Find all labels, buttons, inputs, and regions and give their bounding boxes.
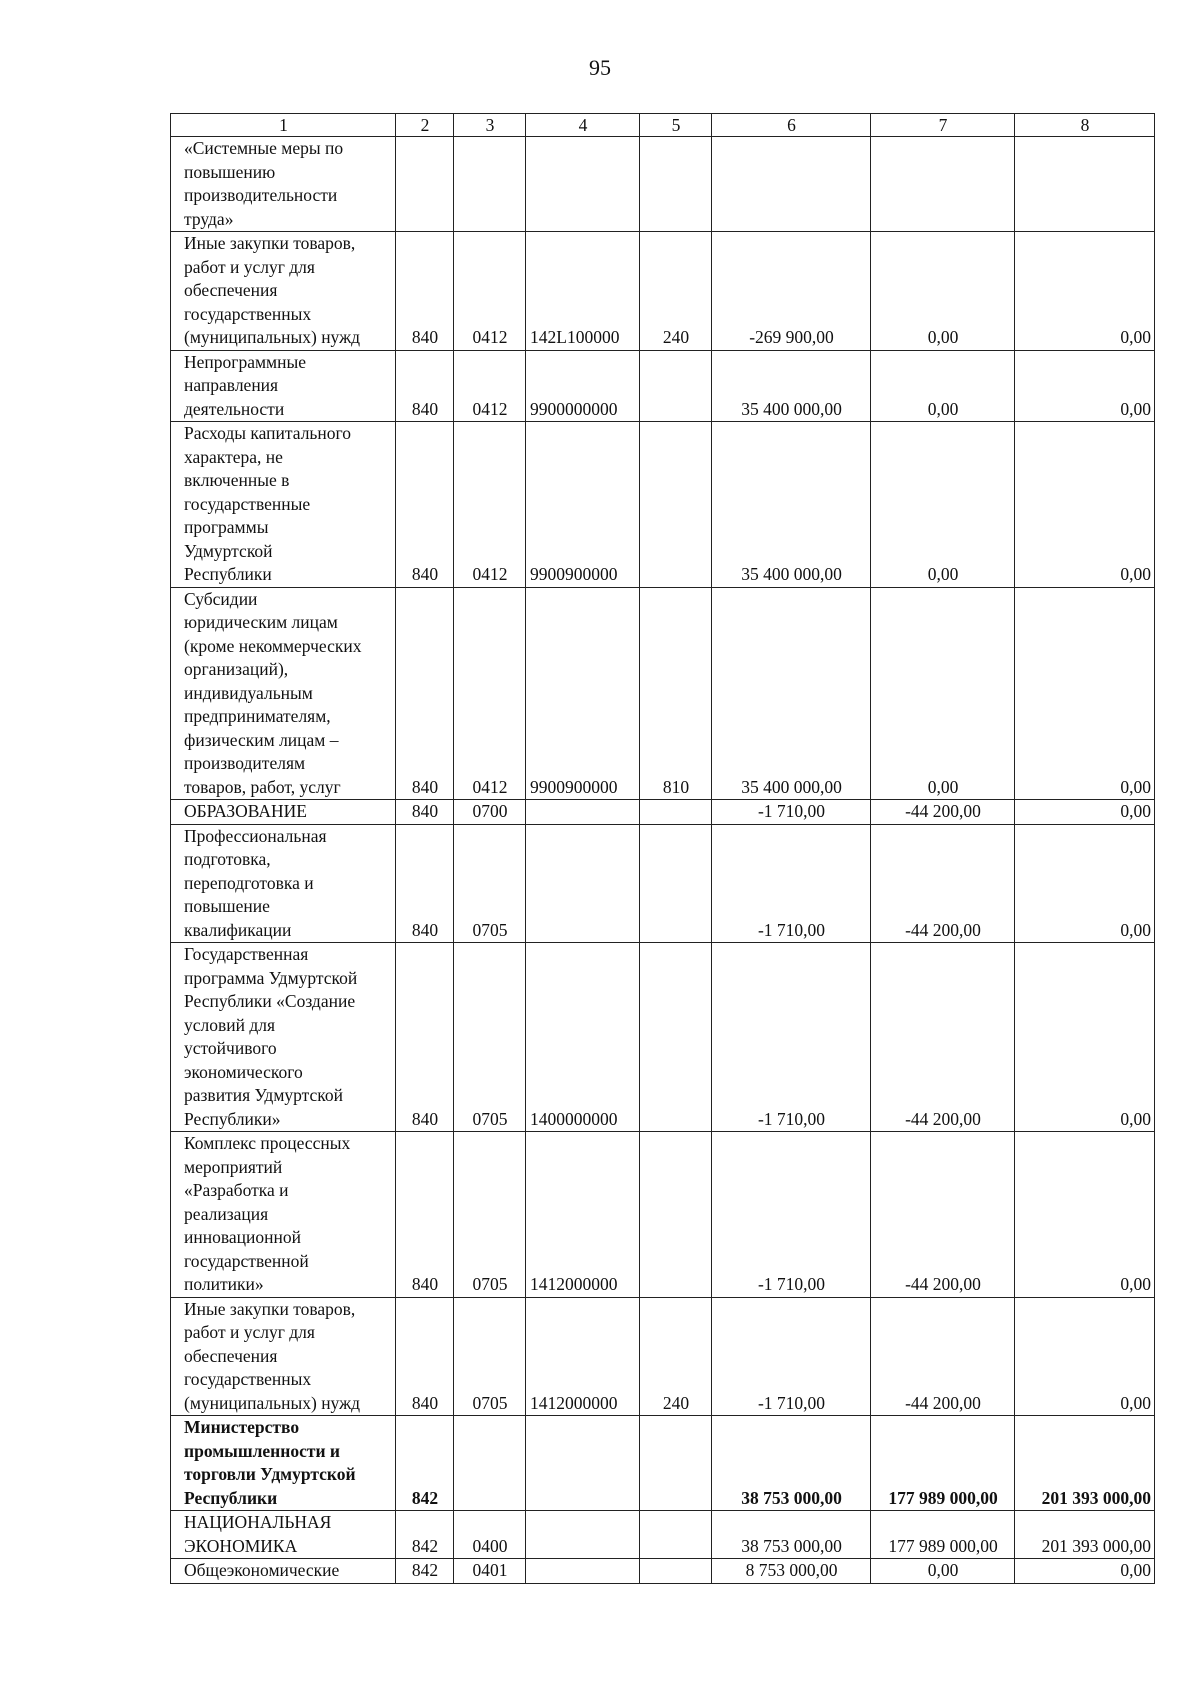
item-name-line: Республики	[184, 564, 272, 584]
amount-col7-cell: 0,00	[871, 587, 1015, 800]
table-row	[171, 350, 1155, 422]
table-row	[171, 1416, 1155, 1511]
item-name-line: переподготовка и	[184, 872, 314, 893]
item-name-line: устойчивого	[184, 1038, 277, 1058]
expense-type-cell	[640, 1416, 712, 1511]
item-name-line: Республики	[184, 1487, 278, 1508]
section-code-cell: 0705	[454, 943, 526, 1132]
item-name-line: Профессиональная	[184, 825, 327, 846]
target-article-cell: 1412000000	[526, 1297, 640, 1416]
item-name-line: промышленности и	[184, 1440, 340, 1461]
expense-type-cell	[640, 137, 712, 232]
item-name-line: физическим лицам –	[184, 729, 339, 750]
item-name-cell	[171, 137, 396, 232]
section-code-cell: 0700	[454, 800, 526, 825]
item-name-line: Республики «Создание	[184, 991, 356, 1011]
ministry-code-cell: 840	[396, 1297, 454, 1416]
item-name-line: мероприятий	[184, 1156, 283, 1177]
item-name-cell	[171, 1559, 396, 1584]
amount-col8-cell: 0,00	[1015, 587, 1155, 800]
target-article-cell: 9900000000	[526, 350, 640, 422]
amount-col7-cell: -44 200,00	[871, 800, 1015, 825]
ministry-code-cell: 840	[396, 232, 454, 351]
amount-col7-cell: 177 989 000,00	[871, 1416, 1015, 1511]
item-name-line: повышение	[184, 896, 270, 916]
item-name-line: реализация	[184, 1203, 269, 1224]
item-name-line: торговли Удмуртской	[184, 1464, 356, 1484]
item-name-line: работ и услуг для	[184, 256, 315, 277]
table-row	[171, 1511, 1155, 1559]
item-name-line: Комплекс процессных	[184, 1133, 351, 1153]
item-name-line: программа Удмуртской	[184, 967, 358, 988]
item-name-line: Субсидии	[184, 588, 258, 609]
item-name-line: Государственная	[184, 944, 309, 964]
expense-type-cell	[640, 943, 712, 1132]
table-row	[171, 587, 1155, 800]
section-code-cell: 0412	[454, 422, 526, 588]
column-header-7: 7	[871, 114, 1015, 137]
item-name-line: Республики»	[184, 1108, 281, 1129]
item-name-line: обеспечения	[184, 280, 278, 300]
ministry-code-cell	[396, 137, 454, 232]
item-name-cell	[171, 422, 396, 588]
amount-col7-cell: -44 200,00	[871, 1297, 1015, 1416]
ministry-code-cell: 842	[396, 1559, 454, 1584]
amount-col6-cell: -1 710,00	[712, 1132, 871, 1298]
target-article-cell	[526, 1559, 640, 1584]
item-name-line: юридическим лицам	[184, 612, 338, 632]
item-name-line: государственной	[184, 1250, 309, 1271]
amount-col6-cell: 35 400 000,00	[712, 350, 871, 422]
item-name-cell	[171, 587, 396, 800]
item-name-line: НАЦИОНАЛЬНАЯ	[184, 1512, 332, 1532]
amount-col7-cell: 177 989 000,00	[871, 1511, 1015, 1559]
table-row	[171, 943, 1155, 1132]
item-name-line: ОБРАЗОВАНИЕ	[184, 801, 307, 821]
item-name-line: условий для	[184, 1014, 276, 1035]
amount-col8-cell: 0,00	[1015, 824, 1155, 943]
amount-col8-cell: 0,00	[1015, 1559, 1155, 1584]
item-name-cell	[171, 800, 396, 825]
expense-type-cell: 810	[640, 587, 712, 800]
amount-col7-cell: 0,00	[871, 350, 1015, 422]
item-name-line: «Разработка и	[184, 1180, 289, 1200]
section-code-cell: 0705	[454, 824, 526, 943]
expense-type-cell	[640, 1132, 712, 1298]
item-name-line: труда»	[184, 208, 234, 229]
item-name-line: государственных	[184, 1369, 312, 1389]
budget-table-body	[171, 114, 1155, 1584]
item-name-line: Общеэкономические	[184, 1560, 340, 1580]
section-code-cell: 0412	[454, 350, 526, 422]
amount-col6-cell: -1 710,00	[712, 800, 871, 825]
item-name-line: производителям	[184, 753, 306, 773]
amount-col6-cell: -1 710,00	[712, 1297, 871, 1416]
section-code-cell	[454, 137, 526, 232]
section-code-cell: 0412	[454, 232, 526, 351]
item-name-line: (кроме некоммерческих	[184, 635, 362, 656]
amount-col8-cell: 0,00	[1015, 800, 1155, 825]
target-article-cell: 1412000000	[526, 1132, 640, 1298]
item-name-line: экономического	[184, 1061, 303, 1082]
amount-col6-cell: 38 753 000,00	[712, 1511, 871, 1559]
item-name-line: деятельности	[184, 398, 285, 419]
target-article-cell	[526, 137, 640, 232]
amount-col6-cell	[712, 137, 871, 232]
expense-type-cell	[640, 1559, 712, 1584]
table-row	[171, 232, 1155, 351]
ministry-code-cell: 840	[396, 824, 454, 943]
amount-col8-cell	[1015, 137, 1155, 232]
item-name-line: квалификации	[184, 919, 292, 940]
amount-col6-cell: 38 753 000,00	[712, 1416, 871, 1511]
budget-table	[170, 113, 1155, 1584]
amount-col8-cell: 201 393 000,00	[1015, 1416, 1155, 1511]
column-header-6: 6	[712, 114, 871, 137]
amount-col7-cell: -44 200,00	[871, 1132, 1015, 1298]
column-header-8: 8	[1015, 114, 1155, 137]
ministry-code-cell: 842	[396, 1511, 454, 1559]
section-code-cell: 0401	[454, 1559, 526, 1584]
item-name-line: повышению	[184, 161, 276, 182]
expense-type-cell	[640, 800, 712, 825]
item-name-line: государственные	[184, 493, 311, 514]
amount-col6-cell: -1 710,00	[712, 943, 871, 1132]
item-name-line: (муниципальных) нужд	[184, 1392, 361, 1413]
table-row	[171, 824, 1155, 943]
table-row	[171, 1559, 1155, 1584]
amount-col8-cell: 0,00	[1015, 350, 1155, 422]
amount-col7-cell: -44 200,00	[871, 824, 1015, 943]
target-article-cell: 142L100000	[526, 232, 640, 351]
amount-col6-cell: 35 400 000,00	[712, 422, 871, 588]
column-header-5: 5	[640, 114, 712, 137]
item-name-line: подготовка,	[184, 849, 271, 869]
section-code-cell: 0705	[454, 1132, 526, 1298]
ministry-code-cell: 840	[396, 800, 454, 825]
amount-col7-cell	[871, 137, 1015, 232]
item-name-line: Непрограммные	[184, 351, 307, 372]
table-row	[171, 137, 1155, 232]
ministry-code-cell: 840	[396, 943, 454, 1132]
item-name-cell	[171, 1511, 396, 1559]
ministry-code-cell: 840	[396, 422, 454, 588]
amount-col7-cell: 0,00	[871, 1559, 1015, 1584]
target-article-cell	[526, 1416, 640, 1511]
item-name-line: Удмуртской	[184, 540, 273, 561]
target-article-cell: 1400000000	[526, 943, 640, 1132]
amount-col7-cell: -44 200,00	[871, 943, 1015, 1132]
amount-col7-cell: 0,00	[871, 232, 1015, 351]
amount-col8-cell: 0,00	[1015, 1132, 1155, 1298]
amount-col8-cell: 0,00	[1015, 943, 1155, 1132]
column-header-1: 1	[171, 114, 396, 137]
item-name-line: производительности	[184, 185, 338, 205]
target-article-cell	[526, 1511, 640, 1559]
amount-col6-cell: 8 753 000,00	[712, 1559, 871, 1584]
column-header-2: 2	[396, 114, 454, 137]
amount-col6-cell: 35 400 000,00	[712, 587, 871, 800]
item-name-line: товаров, работ, услуг	[184, 776, 341, 797]
amount-col8-cell: 0,00	[1015, 422, 1155, 588]
amount-col8-cell: 0,00	[1015, 1297, 1155, 1416]
column-header-3: 3	[454, 114, 526, 137]
amount-col6-cell: -269 900,00	[712, 232, 871, 351]
expense-type-cell	[640, 1511, 712, 1559]
table-row	[171, 1132, 1155, 1298]
section-code-cell: 0705	[454, 1297, 526, 1416]
item-name-line: работ и услуг для	[184, 1322, 315, 1342]
expense-type-cell	[640, 824, 712, 943]
target-article-cell: 9900900000	[526, 422, 640, 588]
item-name-cell	[171, 1416, 396, 1511]
amount-col8-cell: 201 393 000,00	[1015, 1511, 1155, 1559]
expense-type-cell	[640, 422, 712, 588]
amount-col6-cell: -1 710,00	[712, 824, 871, 943]
item-name-line: обеспечения	[184, 1345, 278, 1366]
table-row	[171, 1297, 1155, 1416]
page-number: 95	[589, 55, 611, 80]
ministry-code-cell: 840	[396, 587, 454, 800]
item-name-line: программы	[184, 517, 269, 537]
item-name-line: развития Удмуртской	[184, 1085, 344, 1105]
amount-col7-cell: 0,00	[871, 422, 1015, 588]
expense-type-cell	[640, 350, 712, 422]
item-name-line: Министерство	[184, 1417, 300, 1437]
ministry-code-cell: 840	[396, 350, 454, 422]
column-number-header-row	[171, 114, 1155, 137]
target-article-cell: 9900900000	[526, 587, 640, 800]
table-row	[171, 800, 1155, 825]
item-name-line: индивидуальным	[184, 682, 313, 703]
amount-col8-cell: 0,00	[1015, 232, 1155, 351]
section-code-cell: 0412	[454, 587, 526, 800]
item-name-line: (муниципальных) нужд	[184, 327, 361, 347]
item-name-line: организаций),	[184, 659, 289, 679]
section-code-cell: 0400	[454, 1511, 526, 1559]
table-row	[171, 422, 1155, 588]
item-name-line: включенные в	[184, 470, 290, 490]
item-name-cell	[171, 824, 396, 943]
item-name-line: ЭКОНОМИКА	[184, 1535, 298, 1556]
item-name-line: характера, не	[184, 446, 283, 467]
item-name-line: государственных	[184, 303, 312, 324]
item-name-line: «Системные меры по	[184, 138, 344, 158]
item-name-cell	[171, 232, 396, 351]
item-name-line: направления	[184, 375, 279, 395]
item-name-cell	[171, 350, 396, 422]
expense-type-cell: 240	[640, 232, 712, 351]
item-name-cell	[171, 1297, 396, 1416]
item-name-line: политики»	[184, 1274, 264, 1294]
target-article-cell	[526, 800, 640, 825]
item-name-line: Иные закупки товаров,	[184, 233, 356, 253]
item-name-line: инновационной	[184, 1227, 301, 1247]
expense-type-cell: 240	[640, 1297, 712, 1416]
item-name-line: Иные закупки товаров,	[184, 1298, 356, 1319]
ministry-code-cell: 840	[396, 1132, 454, 1298]
item-name-line: предпринимателям,	[184, 706, 331, 726]
ministry-code-cell: 842	[396, 1416, 454, 1511]
section-code-cell	[454, 1416, 526, 1511]
target-article-cell	[526, 824, 640, 943]
item-name-line: Расходы капитального	[184, 423, 352, 443]
item-name-cell	[171, 943, 396, 1132]
item-name-cell	[171, 1132, 396, 1298]
column-header-4: 4	[526, 114, 640, 137]
